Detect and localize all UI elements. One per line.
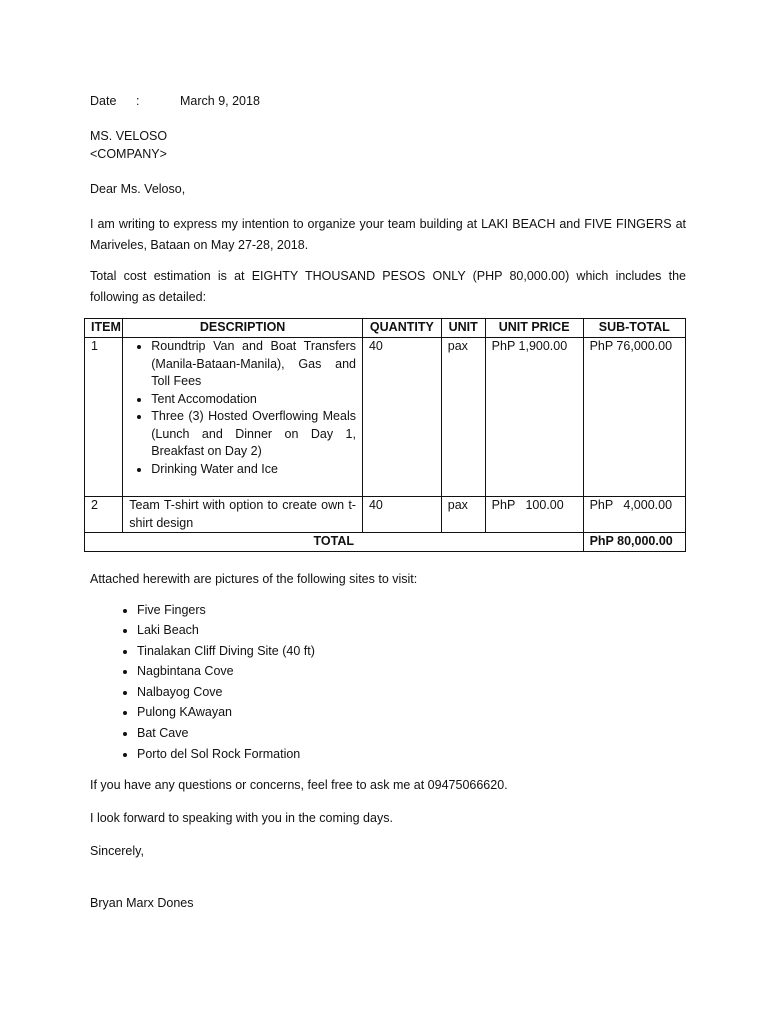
list-item: • Laki Beach <box>137 620 686 641</box>
cell-item: 2 <box>85 497 123 533</box>
total-label: TOTAL <box>85 533 584 552</box>
description-text: Team T-shirt with option to create own t-shirt design <box>129 498 356 530</box>
cell-description <box>123 497 363 533</box>
cell-sub-total: PhP 4,000.00 <box>583 497 685 533</box>
list-item: • Tinalakan Cliff Diving Site (40 ft) <box>137 641 686 662</box>
table-row <box>85 338 686 497</box>
cell-description <box>123 338 363 497</box>
header-sub-total: SUB-TOTAL <box>583 319 685 338</box>
date-value: March 9, 2018 <box>180 94 260 108</box>
list-item: • Porto del Sol Rock Formation <box>137 744 686 765</box>
recipient-block <box>90 127 686 163</box>
attached-paragraph: Attached herewith are pictures of the following sites to visit: <box>90 571 418 586</box>
cell-sub-total: PhP 76,000.00 <box>583 338 685 497</box>
salutation: Dear Ms. Veloso, <box>90 182 186 196</box>
description-list-item: • Tent Accomodation <box>151 391 356 409</box>
header-unit: UNIT <box>441 319 485 338</box>
description-list <box>129 338 356 478</box>
list-item: • Nagbintana Cove <box>137 661 686 682</box>
cost-table <box>84 318 686 552</box>
cell-quantity: 40 <box>362 338 441 497</box>
header-quantity: QUANTITY <box>362 319 441 338</box>
look-forward-paragraph: I look forward to speaking with you in the coming days. <box>90 811 393 826</box>
total-value: PhP 80,000.00 <box>583 533 685 552</box>
cell-item: 1 <box>85 338 123 497</box>
description-list-item: • Roundtrip Van and Boat Transfers (Manila-Bataan-Manila), Gas and Toll Fees <box>151 338 356 391</box>
intro-paragraph: I am writing to express my intention to organize your team building at LAKI BEACH and FIVE FINGERS at Mariveles, Bataan on May 27-28, 2018. <box>90 217 686 252</box>
list-item: • Five Fingers <box>137 600 686 621</box>
cost-intro-paragraph: Total cost estimation is at EIGHTY THOUSAND PESOS ONLY (PHP 80,000.00) which includes the following as detailed: <box>90 269 686 304</box>
closing: Sincerely, <box>90 844 144 859</box>
table-total-row <box>85 533 686 552</box>
recipient-company: <COMPANY> <box>90 147 167 161</box>
signature-name: Bryan Marx Dones <box>90 896 194 911</box>
sites-list <box>90 600 686 765</box>
table-header-row <box>85 319 686 338</box>
recipient-name: MS. VELOSO <box>90 129 168 143</box>
list-item: • Nalbayog Cove <box>137 682 686 703</box>
table-row <box>85 497 686 533</box>
list-item: • Bat Cave <box>137 723 686 744</box>
list-item: • Pulong KAwayan <box>137 702 686 723</box>
cell-quantity: 40 <box>362 497 441 533</box>
description-list-item: • Three (3) Hosted Overflowing Meals (Lunch and Dinner on Day 1, Breakfast on Day 2) <box>151 408 356 461</box>
header-unit-price: UNIT PRICE <box>485 319 583 338</box>
date-colon: : <box>136 94 140 108</box>
cell-unit-price: PhP 1,900.00 <box>485 338 583 497</box>
letter-page <box>90 92 686 912</box>
questions-paragraph: If you have any questions or concerns, feel free to ask me at 09475066620. <box>90 778 508 793</box>
cell-unit-price: PhP 100.00 <box>485 497 583 533</box>
header-description: DESCRIPTION <box>123 319 363 338</box>
cell-unit: pax <box>441 338 485 497</box>
header-item: ITEM <box>85 319 123 338</box>
date-label: Date <box>90 94 117 108</box>
cell-unit: pax <box>441 497 485 533</box>
description-list-item: • Drinking Water and Ice <box>151 461 356 479</box>
date-line <box>90 92 686 110</box>
